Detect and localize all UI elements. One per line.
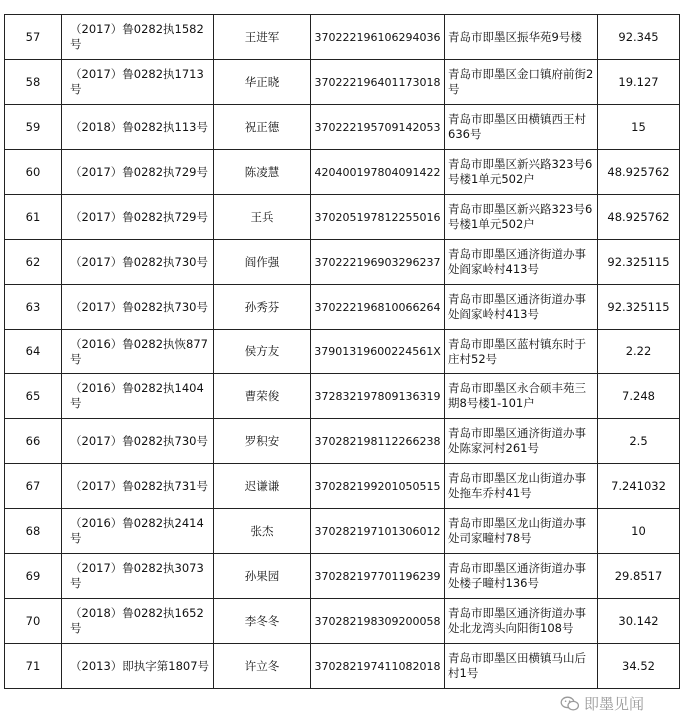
id-number-cell: 370222196903296237 [311,240,445,285]
row-number-cell: 70 [5,599,62,644]
id-number-cell: 370205197812255016 [311,195,445,240]
row-number-cell: 69 [5,554,62,599]
address-cell: 青岛市即墨区龙山街道办事处司家疃村78号 [445,509,598,554]
row-number-cell: 61 [5,195,62,240]
row-number-cell: 66 [5,419,62,464]
amount-cell: 15 [598,105,680,150]
watermark [560,693,644,714]
case-number-cell: （2016）鲁0282执2414号 [62,509,214,554]
case-number-cell: （2017）鲁0282执729号 [62,195,214,240]
id-number-cell: 420400197804091422 [311,150,445,195]
id-number-cell: 370222196106294036 [311,15,445,60]
table-row [5,60,680,105]
person-name-cell: 许立冬 [214,644,311,689]
address-cell: 青岛市即墨区龙山街道办事处拖车乔村41号 [445,464,598,509]
person-name-cell: 侯方友 [214,330,311,374]
case-number-cell: （2017）鲁0282执729号 [62,150,214,195]
row-number-cell: 57 [5,15,62,60]
watermark-text: 即墨见闻 [583,695,644,713]
person-name-cell: 王兵 [214,195,311,240]
id-number-cell: 370282197701196239 [311,554,445,599]
debtor-table [4,14,680,689]
row-number-cell: 67 [5,464,62,509]
id-number-cell: 370282197411082018 [311,644,445,689]
row-number-cell: 64 [5,330,62,374]
amount-cell: 92.345 [598,15,680,60]
row-number-cell: 71 [5,644,62,689]
case-number-cell: （2017）鲁0282执731号 [62,464,214,509]
amount-cell: 48.925762 [598,150,680,195]
person-name-cell: 孙秀芬 [214,285,311,330]
case-number-cell: （2018）鲁0282执1652号 [62,599,214,644]
wechat-icon [560,696,580,712]
person-name-cell: 迟谦谦 [214,464,311,509]
id-number-cell: 372832197809136319 [311,374,445,419]
address-cell: 青岛市即墨区田横镇西王村636号 [445,105,598,150]
table-row [5,15,680,60]
row-number-cell: 65 [5,374,62,419]
address-cell: 青岛市即墨区永合硕丰苑三期8号楼1-101户 [445,374,598,419]
table-row [5,644,680,689]
row-number-cell: 59 [5,105,62,150]
table-row [5,105,680,150]
person-name-cell: 罗积安 [214,419,311,464]
case-number-cell: （2017）鲁0282执730号 [62,240,214,285]
table-row [5,195,680,240]
table-row [5,419,680,464]
id-number-cell: 370282198112266238 [311,419,445,464]
table-row [5,599,680,644]
amount-cell: 2.5 [598,419,680,464]
case-number-cell: （2018）鲁0282执113号 [62,105,214,150]
person-name-cell: 李冬冬 [214,599,311,644]
id-number-cell: 370282198309200058 [311,599,445,644]
table-row [5,509,680,554]
table-row [5,330,680,374]
row-number-cell: 62 [5,240,62,285]
person-name-cell: 王进军 [214,15,311,60]
id-number-cell: 37901319600224561X [311,330,445,374]
address-cell: 青岛市即墨区振华苑9号楼 [445,15,598,60]
amount-cell: 30.142 [598,599,680,644]
case-number-cell: （2013）即执字第1807号 [62,644,214,689]
address-cell: 青岛市即墨区通济街道办事处陈家河村261号 [445,419,598,464]
person-name-cell: 阎作强 [214,240,311,285]
case-number-cell: （2016）鲁0282执恢877号 [62,330,214,374]
case-number-cell: （2017）鲁0282执730号 [62,419,214,464]
table-row [5,554,680,599]
id-number-cell: 370222196810066264 [311,285,445,330]
id-number-cell: 370222196401173018 [311,60,445,105]
amount-cell: 10 [598,509,680,554]
row-number-cell: 60 [5,150,62,195]
address-cell: 青岛市即墨区新兴路323号6号楼1单元502户 [445,195,598,240]
table-row [5,464,680,509]
amount-cell: 92.325115 [598,285,680,330]
person-name-cell: 祝正德 [214,105,311,150]
table-row [5,240,680,285]
amount-cell: 19.127 [598,60,680,105]
address-cell: 青岛市即墨区通济街道办事处北龙湾头向阳街108号 [445,599,598,644]
debtor-table-body [5,15,680,689]
row-number-cell: 68 [5,509,62,554]
amount-cell: 92.325115 [598,240,680,285]
amount-cell: 7.241032 [598,464,680,509]
address-cell: 青岛市即墨区通济街道办事处阎家岭村413号 [445,285,598,330]
amount-cell: 34.52 [598,644,680,689]
amount-cell: 48.925762 [598,195,680,240]
id-number-cell: 370282199201050515 [311,464,445,509]
address-cell: 青岛市即墨区通济街道办事处楼子疃村136号 [445,554,598,599]
case-number-cell: （2017）鲁0282执1713号 [62,60,214,105]
person-name-cell: 华正晓 [214,60,311,105]
address-cell: 青岛市即墨区通济街道办事处阎家岭村413号 [445,240,598,285]
address-cell: 青岛市即墨区蓝村镇东时于庄村52号 [445,330,598,374]
person-name-cell: 孙果园 [214,554,311,599]
amount-cell: 29.8517 [598,554,680,599]
id-number-cell: 370282197101306012 [311,509,445,554]
address-cell: 青岛市即墨区田横镇马山后村1号 [445,644,598,689]
amount-cell: 2.22 [598,330,680,374]
case-number-cell: （2017）鲁0282执1582号 [62,15,214,60]
row-number-cell: 63 [5,285,62,330]
amount-cell: 7.248 [598,374,680,419]
case-number-cell: （2017）鲁0282执730号 [62,285,214,330]
person-name-cell: 陈凌慧 [214,150,311,195]
table-row [5,374,680,419]
case-number-cell: （2016）鲁0282执1404号 [62,374,214,419]
id-number-cell: 370222195709142053 [311,105,445,150]
person-name-cell: 张杰 [214,509,311,554]
address-cell: 青岛市即墨区新兴路323号6号楼1单元502户 [445,150,598,195]
address-cell: 青岛市即墨区金口镇府前街2号 [445,60,598,105]
table-row [5,285,680,330]
table-row [5,150,680,195]
case-number-cell: （2017）鲁0282执3073号 [62,554,214,599]
row-number-cell: 58 [5,60,62,105]
person-name-cell: 曹荣俊 [214,374,311,419]
